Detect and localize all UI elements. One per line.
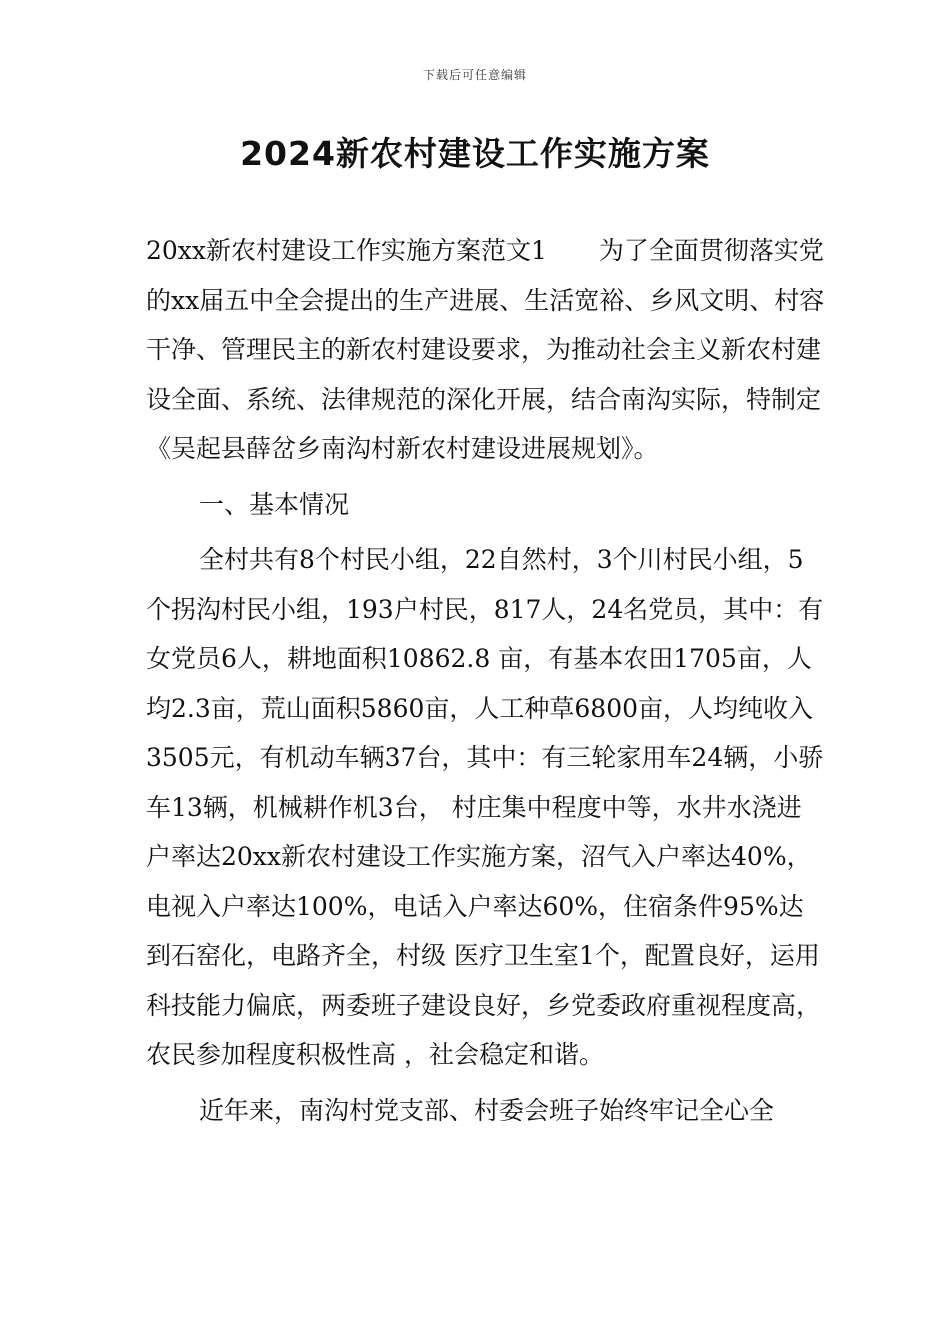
intro-body: 为了全面贯彻落实党的xx届五中全会提出的生产进展、生活宽裕、乡风文明、村容干净、管理民主的新农村建设要求，为推动社会主义新农村建设全面、系统、法律规范的深化开展，结合南沟实际，特制定《吴起县薛岔乡南沟村新农村建设进展规划》。	[146, 236, 825, 463]
intro-prefix: 20xx新农村建设工作实施方案范文1	[146, 236, 547, 265]
document-body	[146, 226, 826, 1135]
section-heading: 一、基本情况	[199, 489, 350, 519]
document-title: 2024新农村建设工作实施方案	[240, 134, 710, 173]
body-paragraph: 近年来，南沟村党支部、村委会班子始终牢记全心全	[199, 1095, 775, 1125]
body-paragraph: 全村共有8个村民小组，22自然村，3个川村民小组，5个拐沟村民小组，193户村民，817人，24名党员，其中：有女党员6人，耕地面积10862.8 亩，有基本农田1705亩，人均2.3亩，荒山面积5860亩，人工种草6800亩，人均纯收入3505元，有机动车辆37台，其中：有三轮家用车24辆，小骄车13辆，机械耕作机3台， 村庄集中程度中等，水井水浇进户率达20xx新农村建设工作实施方案，沼气入户率达40%，电视入户率达100%，电话入户率达60%，住宿条件95%达到石窑化，电路齐全，村级 医疗卫生室1个，配置良好，运用科技能力偏底，两委班子建设良好，乡党委政府重视程度高，农民参加程度积极性高 ，社会稳定和谐。	[146, 545, 824, 1069]
intro-paragraph	[146, 226, 826, 474]
header-note: 下载后可任意编辑	[422, 68, 527, 82]
